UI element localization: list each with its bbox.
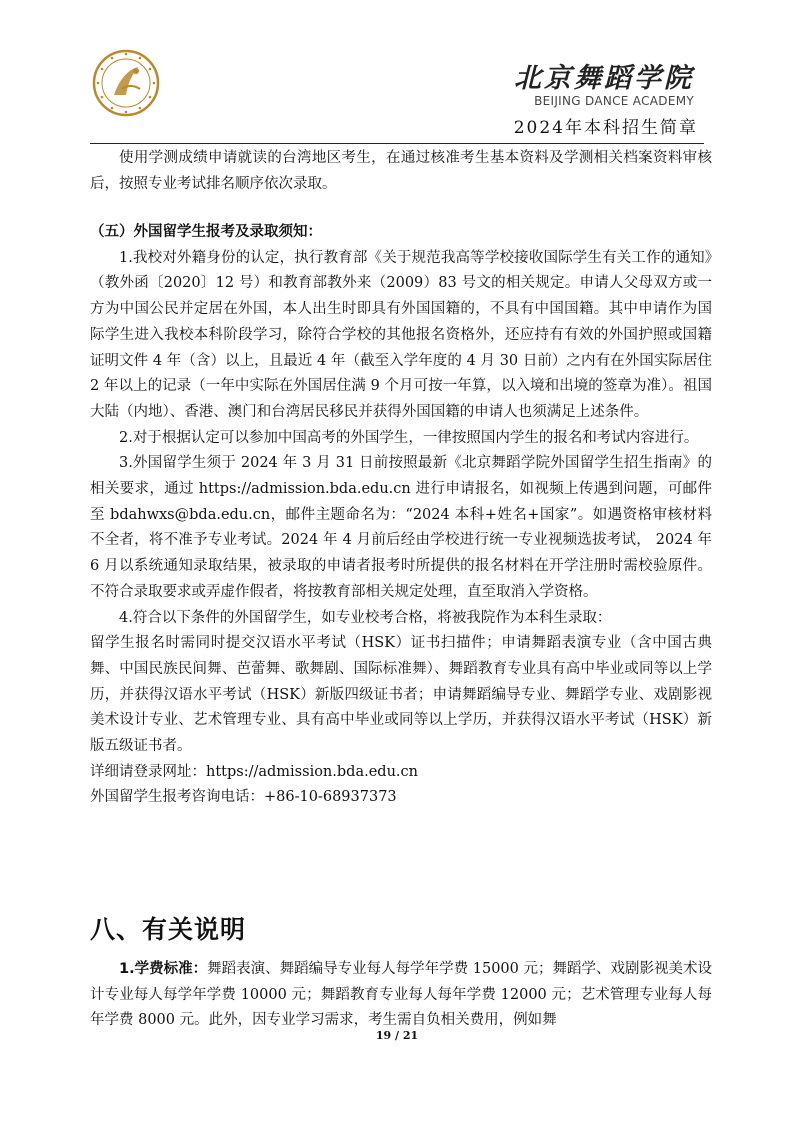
section-title: （五）外国留学生报考及录取须知：	[90, 224, 322, 240]
paragraph-3: 3.外国留学生须于 2024 年 3 月 31 日前按照最新《北京舞蹈学院外国留学生招生指南》的相关要求，通过 https://admission.bda.edu.cn 进行申请报名，如视频上传遇到问题，可邮件至 bdahwxs@bda.edu.cn，邮件主题命名为：“2024 本科+姓名+国家”。如遇资格审核材料不全者，将不准予专业考试。2024 年 4 月前后经由学校进行统一专业视频选拔考试， 2024 年 6 月以系统通知录取结果，被录取的申请者报考时所提供的报名材料在开学注册时需校验原件。不符合录取要求或弄虚作假者，将按教育部相关规定处理，直至取消入学资格。	[90, 455, 712, 600]
website-line: 详细请登录网址：https://admission.bda.edu.cn	[90, 763, 418, 780]
paragraph-1: 1.我校对外籍身份的认定，执行教育部《关于规范我高等学校接收国际学生有关工作的通知》（教外函〔2020〕12 号）和教育部教外来（2009）83 号文的相关规定。申请人父母双方或一方为中国公民并定居在外国，本人出生时即具有外国国籍的，不具有中国国籍。其中申请作为国际学生进入我校本科阶段学习，除符合学校的其他报名资格外，还应持有有效的外国护照或国籍证明文件 4 年（含）以上，且最近 4 年（截至入学年度的 4 月 30 日前）之内有在外国实际居住 2 年以上的记录（一年中实际在外国居住满 9 个月可按一年算，以入境和出境的签章为准）。祖国大陆（内地）、香港、澳门和台湾居民移民并获得外国国籍的申请人也须满足上述条件。	[90, 249, 712, 420]
section-8-heading: 八、有关说明	[90, 915, 247, 944]
paragraph-4-lead: 4.符合以下条件的外国留学生，如专业校考合格，将被我院作为本科生录取：	[119, 609, 612, 626]
paragraph-4-body: 留学生报名时需同时提交汉语水平考试（HSK）证书扫描件；申请舞蹈表演专业（含中国古典舞、中国民族民间舞、芭蕾舞、歌舞剧、国际标准舞）、舞蹈教育专业具有高中毕业或同等以上学历，并获得汉语水平考试（HSK）新版四级证书者；申请舞蹈编导专业、舞蹈学专业、戏剧影视美术设计专业、艺术管理专业、具有高中毕业或同等以上学历，并获得汉语水平考试（HSK）新版五级证书者。	[90, 635, 712, 755]
phone-line: 外国留学生报考咨询电话：+86-10-68937373	[90, 789, 397, 806]
school-name-en: BEIJING DANCE ACADEMY	[534, 94, 694, 108]
paragraph-2: 2.对于根据认定可以参加中国高考的外国学生，一律按照国内学生的报名和考试内容进行。	[119, 429, 699, 446]
school-seal-icon	[92, 49, 160, 117]
section-foreign-students	[90, 220, 712, 811]
guide-title: 2024年本科招生简章	[513, 118, 698, 138]
continuation-paragraph: 使用学测成绩申请就读的台湾地区考生，在通过核准考生基本资料及学测相关档案资料审核后，按照专业考试排名顺序依次录取。	[90, 150, 712, 192]
tuition-label: 1.学费标准：	[119, 961, 208, 977]
continuation-block	[90, 146, 712, 197]
header-rule	[90, 143, 704, 144]
school-name-block	[514, 64, 694, 108]
tuition-paragraph	[90, 957, 712, 1034]
page-number: 19 / 21	[375, 1029, 419, 1042]
tuition-text: 舞蹈表演、舞蹈编导专业每人每学年学费 15000 元；舞蹈学、戏剧影视美术设计专业每人每学年学费 10000 元；舞蹈教育专业每人每年学费 12000 元；艺术管理专业每人每年学费 8000 元。此外，因专业学习需求，考生需自负相关费用，例如舞	[90, 961, 712, 1029]
school-logo	[92, 49, 160, 117]
section-8-block	[90, 957, 712, 1034]
school-name-cn: 北京舞蹈学院	[514, 63, 694, 94]
